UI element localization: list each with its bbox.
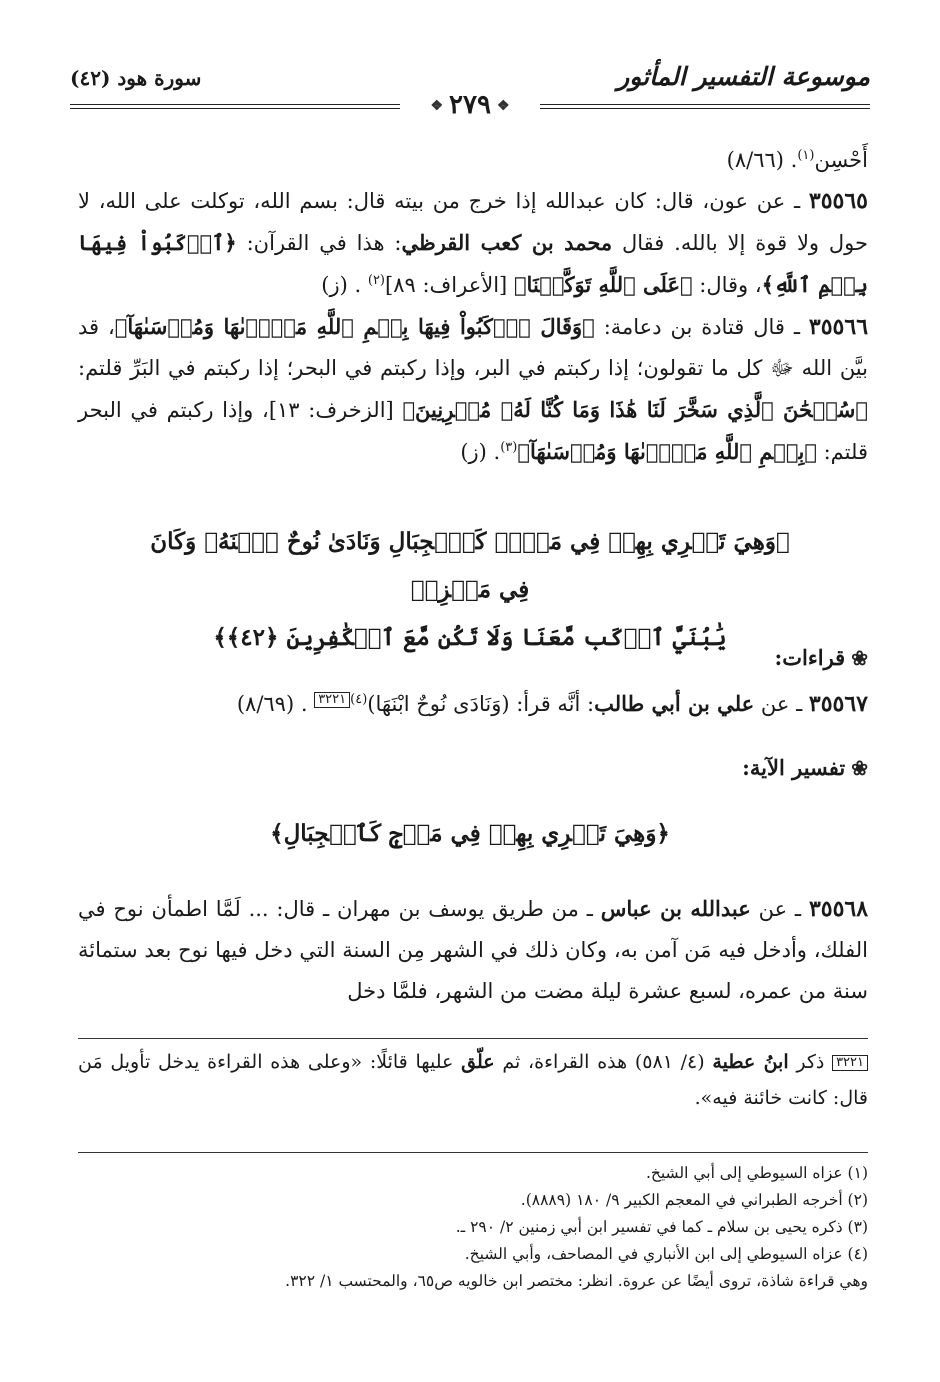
commentary-text: ذكر xyxy=(796,1051,825,1073)
footnote: (٣) ذكره يحيى بن سلام ـ كما في تفسير ابن أبي زمنين ٢/ ٢٩٠ ـ. xyxy=(455,1218,868,1236)
tafsir-verse xyxy=(150,810,790,858)
footnote: وهي قراءة شاذة، تروى أيضًا عن عروة. انظر: مختصر ابن خالويه ص٦٥، والمحتسب ١/ ٣٢٢. xyxy=(285,1272,868,1290)
main-text xyxy=(78,140,868,473)
report-number: ٣٥٥٦٥ xyxy=(808,188,868,214)
commentary-text: عليها قائلًا: «وعلى هذه القراءة يدخل تأويل مَن قال: كانت خائنة فيه». xyxy=(78,1051,868,1109)
report-text: ـ عن xyxy=(760,692,803,716)
report-text: ـ قال قتادة بن دعامة: xyxy=(603,315,800,339)
footnote: (١) عزاه السيوطي إلى أبي الشيخ. xyxy=(645,1164,868,1182)
report-text: ، وقال: xyxy=(699,273,762,297)
report-35567 xyxy=(78,683,868,725)
report-text: ـ عن xyxy=(758,897,802,921)
verse-citation: [الأعراف: ٨٩] xyxy=(385,273,508,297)
report-35566 xyxy=(78,306,868,473)
surah-title: سورة هود (٤٢) xyxy=(70,66,202,90)
ornament-icon: ❖ xyxy=(430,98,444,114)
quran-quote: ﴿ٱرۡكَبُواْ فِيهَا بِسۡمِ ٱللَّهِ﴾ xyxy=(78,230,868,297)
footnote-marker: (٢) xyxy=(367,273,385,288)
commentary-note xyxy=(78,1044,868,1116)
flower-icon: ❀ xyxy=(851,646,868,670)
continued-line xyxy=(78,140,868,181)
narrator-name: محمد بن كعب القرظي xyxy=(401,230,613,255)
quran-quote: ﴿عَلَى ٱللَّهِ تَوَكَّلۡنَا﴾ xyxy=(513,272,693,297)
commentary-author: ابنُ عطية xyxy=(712,1051,789,1073)
footnotes xyxy=(78,1160,868,1295)
report-number: ٣٥٥٦٧ xyxy=(808,691,868,717)
report-text: : هذا في القرآن: xyxy=(246,231,402,255)
commentary-text: (٤/ ٥٨١) هذه القراءة، ثم xyxy=(502,1051,705,1073)
report-text: ـ من طريق يوسف بن مهران ـ قال: ... لَمَّا اطمأن نوح في الفلك، وأدخل فيه مَن آمن به، وكان ذلك في الشهر مِن السنة التي دخل فيها نوح بعد ستمائة سنة من عمره، لسبع عشرة ليلة مضت من الشهر، فلمَّا دخل xyxy=(78,897,868,1003)
report-number: ٣٥٥٦٨ xyxy=(808,896,869,922)
report-text: ـ عن عون، قال: كان عبدالله إذا خرج من بيته قال: بسم الله، توكلت على الله، لا حول ولا قوة إلا بالله. فقال xyxy=(78,189,869,255)
page-number-wrap xyxy=(70,90,870,120)
page-number: ٢٧٩ xyxy=(449,90,491,120)
report-number: ٣٥٥٦٦ xyxy=(808,314,869,340)
footnote-marker: (٤) xyxy=(350,692,368,707)
footnotes-rule xyxy=(78,1152,868,1153)
footnote: (٢) أخرجه الطبراني في المعجم الكبير ٩/ ١٨٠ (٨٨٨٩). xyxy=(520,1191,868,1209)
commentary-verb: علّق xyxy=(461,1051,495,1073)
qiraat-heading xyxy=(775,645,868,670)
reference: . (٨/٦٦) xyxy=(726,148,798,172)
flower-icon: ❀ xyxy=(851,756,868,780)
text-fragment: أَحْسِن xyxy=(814,148,868,172)
report-text: : أنَّه قرأ: (وَنَادَى نُوحٌ ابْنَهَا) xyxy=(367,692,595,716)
quran-quote: ﴿سُبۡحَٰنَ ٱلَّذِي سَخَّرَ لَنَا هَٰذَا وَمَا كُنَّا لَهُۥ مُقۡرِنِينَ﴾ xyxy=(402,397,868,422)
report-35568 xyxy=(78,888,868,1012)
reference: . (ز) xyxy=(460,440,501,464)
report-text: ، وإذا ركبتم في البحر قلتم: xyxy=(78,398,868,464)
ornament-icon: ❖ xyxy=(496,98,510,114)
running-header xyxy=(70,58,870,118)
verse-citation: [الزخرف: ١٣] xyxy=(268,398,394,422)
report-35568-block xyxy=(78,888,868,1012)
ayah-block xyxy=(150,518,790,662)
report-text: ، قد بيَّن الله ﷻ كل ما تقولون؛ إذا ركبتم في البر، وإذا ركبتم في البحر؛ إذا ركبتم في البَرِّ قلتم: xyxy=(78,315,868,380)
commentary-marker: ٣٢٢١ xyxy=(832,1055,868,1071)
tafsir-verse-text: ﴿وَهِيَ تَجۡرِي بِهِمۡ فِي مَوۡجٖ كَٱلۡجِبَالِ﴾ xyxy=(270,820,670,847)
narrator-name: علي بن أبي طالب xyxy=(594,691,755,716)
tafsir-heading xyxy=(742,755,868,780)
commentary-marker: ٣٢٢١ xyxy=(314,692,350,708)
reference: . (٨/٦٩) xyxy=(236,692,308,716)
footnote: (٤) عزاه السيوطي إلى ابن الأنباري في المصاحف، وأبي الشيخ. xyxy=(464,1245,868,1263)
book-title: موسوعة التفسير المأثور xyxy=(617,62,870,91)
qiraat-text xyxy=(78,683,868,725)
footnote-marker: (١) xyxy=(797,148,815,163)
commentary-rule xyxy=(78,1038,868,1039)
quran-quote: ﴿بِسۡمِ ٱللَّهِ مَجۡرٜىٰهَا وَمُرۡسَىٰهَآ﴾ xyxy=(517,439,817,464)
narrator-name: عبدالله بن عباس xyxy=(600,896,751,921)
ayah-line-1: ﴿وَهِيَ تَجۡرِي بِهِمۡ فِي مَوۡجٖ كَٱلۡجِبَالِ وَنَادَىٰ نُوحٌ ٱبۡنَهُۥ وَكَانَ فِي مَعۡزِلٖ xyxy=(150,528,790,603)
footnote-marker: (٣) xyxy=(500,440,518,455)
section-title: قراءات: xyxy=(774,645,846,670)
report-35565 xyxy=(78,181,868,306)
ayah-line-2: يَٰبُنَيَّ ٱرۡكَب مَّعَنَا وَلَا تَكُن مَّعَ ٱلۡكَٰفِرِينَ ﴿٤٢﴾﴾ xyxy=(213,624,727,651)
reference: . (ز) xyxy=(321,273,362,297)
quran-quote: ﴿وَقَالَ ٱرۡكَبُواْ فِيهَا بِسۡمِ ٱللَّهِ مَجۡرٜىٰهَا وَمُرۡسَىٰهَآ﴾ xyxy=(114,314,595,339)
section-title: تفسير الآية: xyxy=(742,755,846,780)
